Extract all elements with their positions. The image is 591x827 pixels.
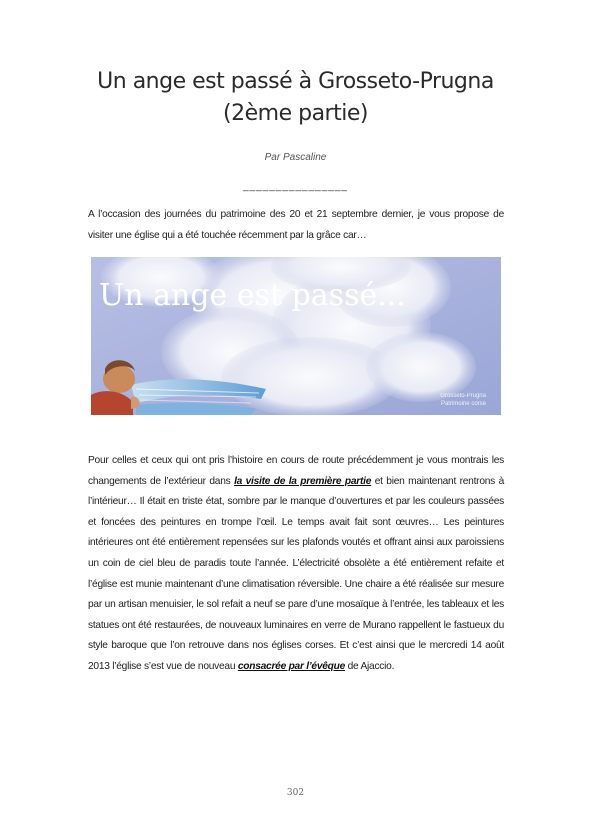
body-text-part2: et bien maintenant rentrons à l’intérieur… Il était en triste état, sombre par le manque d’ouvertures et par les couleurs passées et foncées des peintures en trompe l’œil. Le temps avait fait sont œuvres… Les peintures intérieures ont été entièrement repensées sur les plafonds voutés et offrant ainsi aux paroissiens un coin de ciel bleu de paradis toute l’année. L’électricité obsolète a été entièrement refaite et l’église est munie maintenant d’une climatisation réversible. Une chaire a été réalisée sur mesure par un artisan menuisier, le sol refait a neuf se pare d’une mosaïque à l’entrée, les tableaux et les statues ont été restaurées, de nouveaux luminaires en verre de Murano rappellent le fastueux du style baroque que l’on retrouve dans nos églises corses. Et c’est ainsi que le mercredi 14 août 2013 l’église s’est vue de nouveau xyxy=(88,475,504,672)
banner-caption: Un ange est passé... xyxy=(99,278,406,313)
page-title: Un ange est passé à Grosseto-Prugna (2ème partie) xyxy=(97,69,494,126)
first-part-link[interactable]: la visite de la première partie xyxy=(234,475,372,487)
watermark-line2: Patrimoine corse xyxy=(440,401,486,407)
body-text-part3: de Ajaccio. xyxy=(345,660,395,672)
consecration-link[interactable]: consacrée par l’évêque xyxy=(237,660,346,672)
divider: ________________ xyxy=(243,181,348,192)
intro-paragraph: A l’occasion des journées du patrimoine des 20 et 21 septembre dernier, je vous propose de visiter une église qui a été touchée récemment par la grâce car… xyxy=(88,209,504,241)
page-number: 302 xyxy=(286,788,305,798)
banner-image xyxy=(91,257,501,415)
body-text-part1: Pour celles et ceux qui ont pris l’histoire en cours de route précédemment je vous montrais les changements de l’extérieur dans xyxy=(88,455,504,487)
byline: Par Pascaline xyxy=(264,152,327,163)
watermark-line1: Grosseto-Prugna xyxy=(440,393,486,399)
body-paragraph xyxy=(88,451,504,678)
